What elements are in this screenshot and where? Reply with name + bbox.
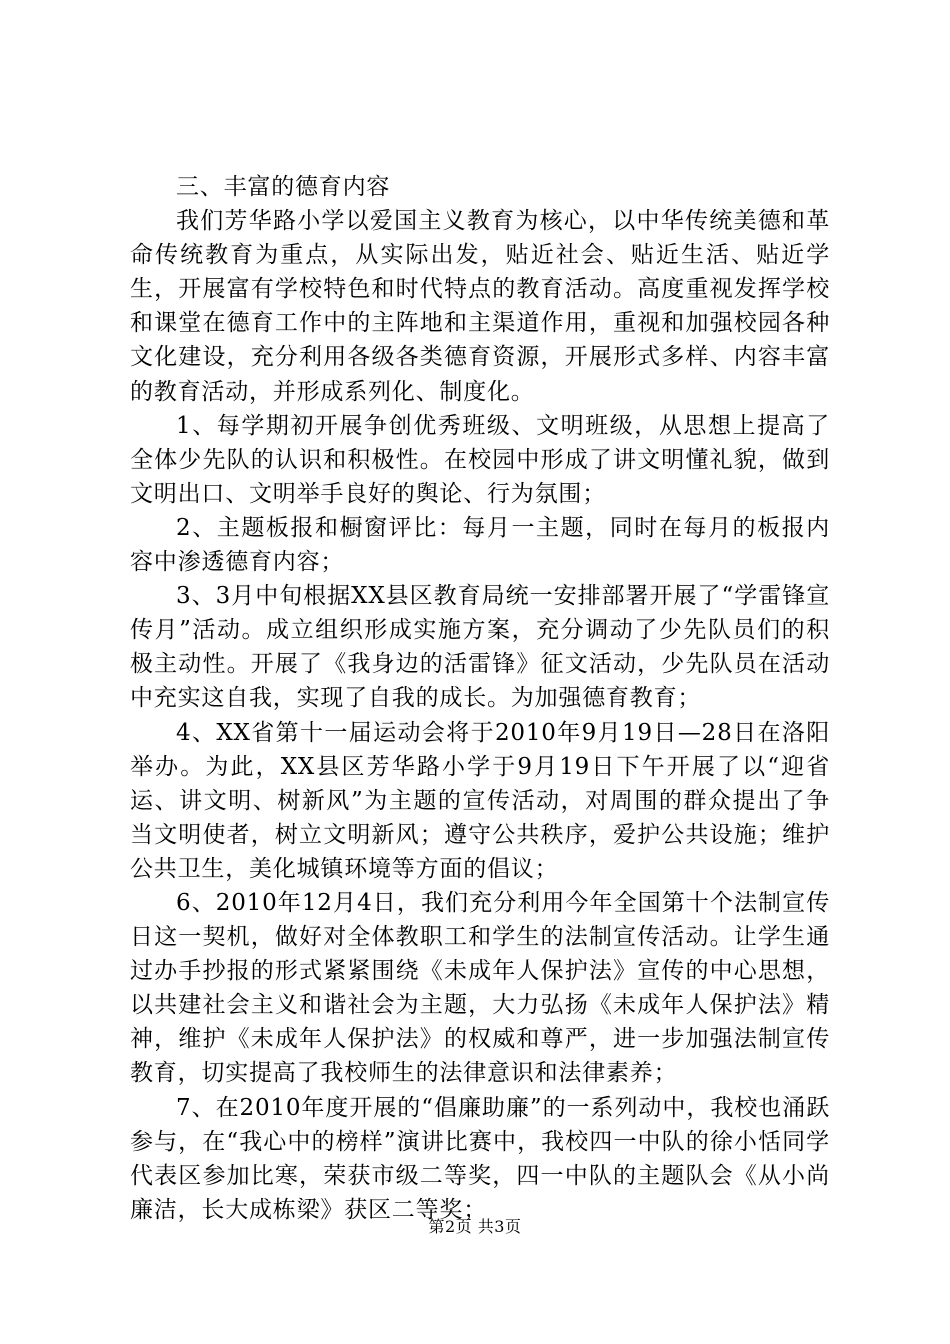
- paragraph-item-6: 6、2010年12月4日，我们充分利用今年全国第十个法制宣传日这一契机，做好对全体教职工和学生的法制宣传活动。让学生通过办手抄报的形式紧紧围绕《未成年人保护法》宣传的中心思想，以共建社会主义和谐社会为主题，大力弘扬《未成年人保护法》精神，维护《未成年人保护法》的权威和尊严，进一步加强法制宣传教育，切实提高了我校师生的法律意识和法律素养；: [130, 889, 830, 1087]
- paragraph-item-1: 1、每学期初开展争创优秀班级、文明班级，从思想上提高了全体少先队的认识和积极性。在校园中形成了讲文明懂礼貌，做到文明出口、文明举手良好的舆论、行为氛围；: [130, 412, 830, 507]
- paragraph-intro: 我们芳华路小学以爱国主义教育为核心，以中华传统美德和革命传统教育为重点，从实际出发，贴近社会、贴近生活、贴近学生，开展富有学校特色和时代特点的教育活动。高度重视发挥学校和课堂在德育工作中的主阵地和主渠道作用，重视和加强校园各种文化建设，充分利用各级各类德育资源，开展形式多样、内容丰富的教育活动，并形成系列化、制度化。: [130, 208, 830, 405]
- paragraph-item-2: 2、主题板报和橱窗评比：每月一主题，同时在每月的板报内容中渗透德育内容；: [130, 514, 830, 576]
- paragraph-item-7: 7、在2010年度开展的“倡廉助廉”的一系列动中，我校也涌跃参与，在“我心中的榜样”演讲比赛中，我校四一中队的徐小恬同学代表区参加比寒，荣获市级二等奖，四一中队的主题队会《从小尚廉洁，长大成栋梁》获区二等奖；: [130, 1094, 830, 1223]
- paragraph-item-3: 3、3月中旬根据XX县区教育局统一安排部署开展了“学雷锋宣传月”活动。成立组织形成实施方案，充分调动了少先队员们的积极主动性。开展了《我身边的活雷锋》征文活动，少先队员在活动中充实这自我，实现了自我的成长。为加强德育教育；: [130, 583, 830, 712]
- paragraph-item-4: 4、XX省第十一届运动会将于2010年9月19日—28日在洛阳举办。为此，XX县区芳华路小学于9月19日下午开展了以“迎省运、讲文明、树新风”为主题的宣传活动，对周围的群众提出了争当文明使者，树立文明新风；遵守公共秩序，爱护公共设施；维护公共卫生，美化城镇环境等方面的倡议；: [130, 719, 830, 882]
- section-heading: 三、丰富的德育内容: [176, 174, 391, 200]
- document-body: [130, 170, 830, 1227]
- page-footer: 第2页 共3页: [428, 1217, 522, 1236]
